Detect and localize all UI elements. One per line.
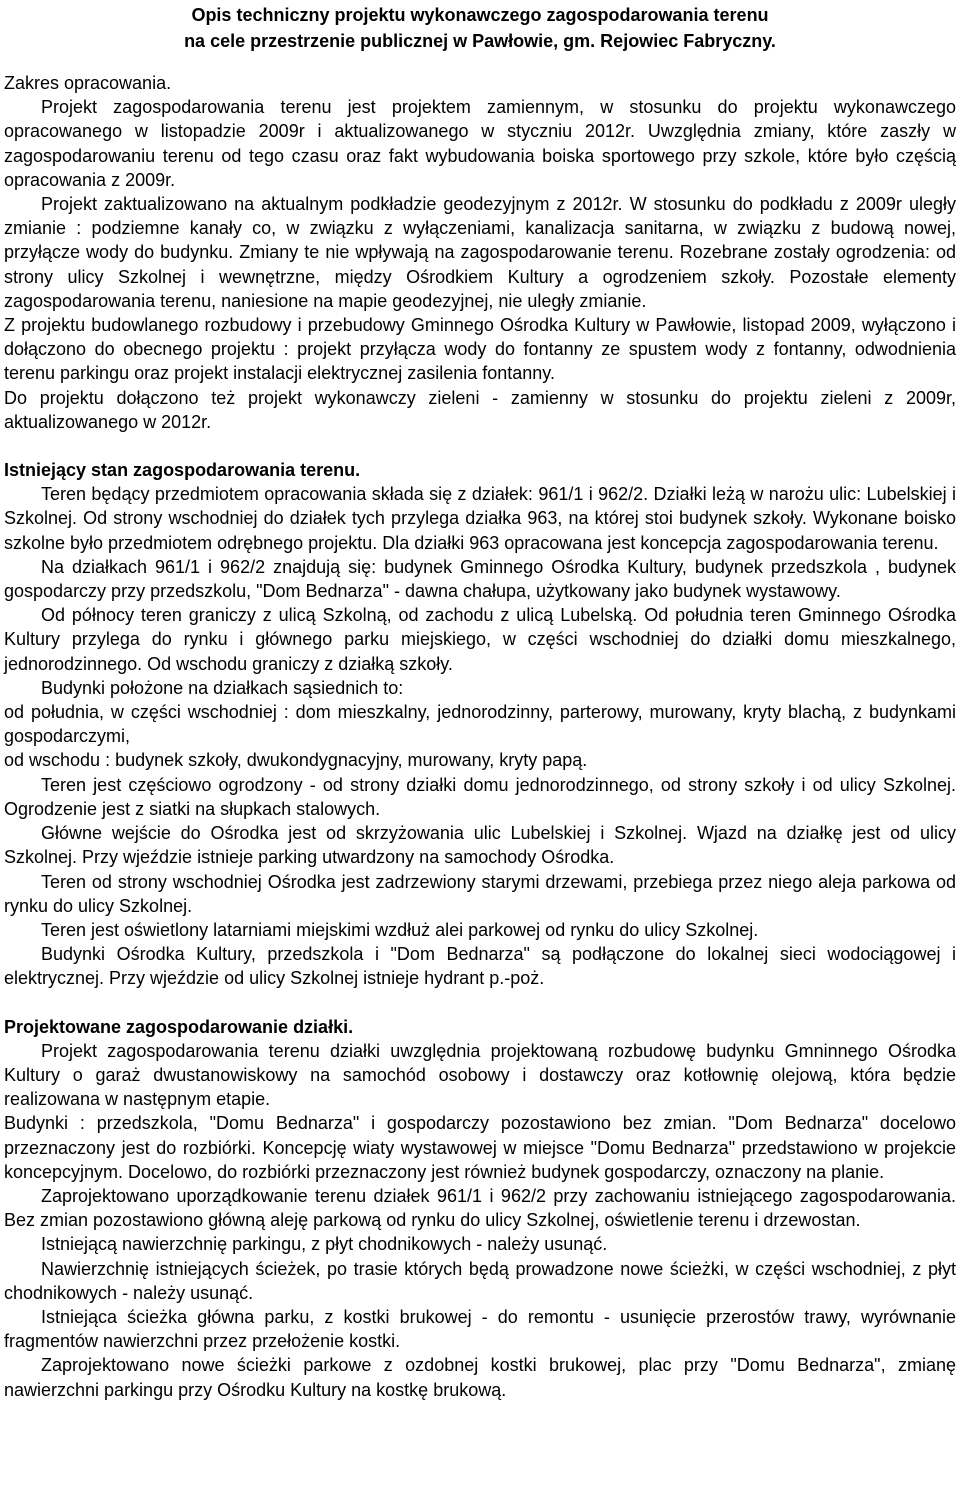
document-body xyxy=(0,71,960,1402)
existing-paragraph-9: Teren od strony wschodniej Ośrodka jest zadrzewiony starymi drzewami, przebiega przez niego aleja parkowa od rynku do ulicy Szkolnej. xyxy=(4,871,956,916)
section-scope xyxy=(4,71,956,434)
scope-paragraph-3: Z projektu budowlanego rozbudowy i przebudowy Gminnego Ośrodka Kultury w Pawłowie, listopad 2009, wyłączono i dołączono do obecnego projektu : projekt przyłącza wody do fontanny ze spustem wody z fontanny, odwodnienia terenu parkingu oraz projekt instalacji elektrycznej zasilenia fontanny. xyxy=(4,315,956,384)
existing-paragraph-10: Teren jest oświetlony latarniami miejskimi wzdłuż alei parkowej od rynku do ulicy Szkolnej. xyxy=(41,919,759,940)
planned-paragraph-4: Istniejącą nawierzchnię parkingu, z płyt chodnikowych - należy usunąć. xyxy=(41,1234,608,1255)
section-planned-heading: Projektowane zagospodarowanie działki. xyxy=(4,1016,354,1037)
section-scope-heading: Zakres opracowania. xyxy=(4,73,172,93)
section-planned xyxy=(4,1015,956,1402)
existing-paragraph-7: Teren jest częściowo ogrodzony - od strony działki domu jednorodzinnego, od strony szkoły i od ulicy Szkolnej. Ogrodzenie jest z siatki na słupkach stalowych. xyxy=(4,774,956,819)
planned-paragraph-7: Zaprojektowano nowe ścieżki parkowe z ozdobnej kostki brukowej, plac przy "Domu Bednarza", zmianę nawierzchni parkingu przy Ośrodku Kultury na kostkę brukową. xyxy=(4,1355,956,1400)
existing-paragraph-4: Budynki położone na działkach sąsiednich to: xyxy=(41,677,404,698)
existing-paragraph-11: Budynki Ośrodka Kultury, przedszkola i "Dom Bednarza" są podłączone do lokalnej sieci wodociągowej i elektrycznej. Przy wjeździe od ulicy Szkolnej istnieje hydrant p.-poż. xyxy=(4,944,956,989)
existing-paragraph-5: od południa, w części wschodniej : dom mieszkalny, jednorodzinny, parterowy, murowany, kryty blachą, z budynkami gospodarczymi, xyxy=(4,702,956,747)
existing-paragraph-8: Główne wejście do Ośrodka jest od skrzyżowania ulic Lubelskiej i Szkolnej. Wjazd na działkę jest od ulicy Szkolnej. Przy wjeździe istnieje parking utwardzony na samochody Ośrodka. xyxy=(4,823,956,868)
existing-paragraph-2: Na działkach 961/1 i 962/2 znajdują się: budynek Gminnego Ośrodka Kultury, budynek przedszkola , budynek gospodarczy przy przedszkolu, "Dom Bednarza" - dawna chałupa, użytkowany jako budynek wystawowy. xyxy=(4,556,956,602)
planned-paragraph-2: Budynki : przedszkola, "Domu Bednarza" i gospodarczy pozostawiono bez zmian. "Dom Bednarza" docelowo przeznaczony jest do rozbiórki. Koncepcję wiaty wystawowej w miejsce "Domu Bednarza" przedstawiono w projekcie koncepcyjnym. Docelowo, do rozbiórki przeznaczony jest również budynek gospodarczy, oznaczony na planie. xyxy=(4,1113,956,1182)
section-existing-heading: Istniejący stan zagospodarowania terenu. xyxy=(4,460,361,481)
section-existing xyxy=(4,458,956,990)
scope-paragraph-4: Do projektu dołączono też projekt wykonawczy zieleni - zamienny w stosunku do projektu zieleni z 2009r, aktualizowanego w 2012r. xyxy=(4,387,956,432)
existing-paragraph-6: od wschodu : budynek szkoły, dwukondygnacyjny, murowany, kryty papą. xyxy=(4,750,588,771)
existing-paragraph-3: Od północy teren graniczy z ulicą Szkolną, od zachodu z ulicą Lubelską. Od południa teren Gminnego Ośrodka Kultury przylega do rynku i głównego parku miejskiego, w części wschodniej do działki domu mieszkalnego, jednorodzinnego. Od wschodu graniczy z działką szkoły. xyxy=(4,605,956,674)
planned-paragraph-6: Istniejąca ścieżka główna parku, z kostki brukowej - do remontu - usunięcie przerostów trawy, wyrównanie fragmentów nawierzchni przez przełożenie kostki. xyxy=(4,1306,956,1352)
title-line-2: na cele przestrzenie publicznej w Pawłowie, gm. Rejowiec Fabryczny. xyxy=(184,31,776,51)
document-title xyxy=(0,0,960,54)
title-line-1: Opis techniczny projektu wykonawczego zagospodarowania terenu xyxy=(191,5,769,25)
existing-paragraph-1: Teren będący przedmiotem opracowania składa się z działek: 961/1 i 962/2. Działki leżą w narożu ulic: Lubelskiej i Szkolnej. Od strony wschodniej do działek tych przylega działka 963, na której stoi budynek szkoły. Wykonane boisko szkolne było przedmiotem odrębnego projektu. Dla działki 963 opracowana jest koncepcja zagospodarowania terenu. xyxy=(4,484,956,553)
planned-paragraph-1: Projekt zagospodarowania terenu działki uwzględnia projektowaną rozbudowę budynku Gmninnego Ośrodka Kultury o garaż dwustanowiskowy na samochód osobowy i dostawczy oraz kotłownię olejową, która będzie realizowana w następnym etapie. xyxy=(4,1040,956,1110)
planned-paragraph-3: Zaprojektowano uporządkowanie terenu działek 961/1 i 962/2 przy zachowaniu istniejącego zagospodarowania. Bez zmian pozostawiono główną aleję parkową od rynku do ulicy Szkolnej, oświetlenie terenu i drzewostan. xyxy=(4,1185,956,1231)
planned-paragraph-5: Nawierzchnię istniejących ścieżek, po trasie których będą prowadzone nowe ścieżki, w części wschodniej, z płyt chodnikowych - należy usunąć. xyxy=(4,1258,956,1303)
scope-paragraph-1: Projekt zagospodarowania terenu jest projektem zamiennym, w stosunku do projektu wykonawczego opracowanego w listopadzie 2009r i aktualizowanego w styczniu 2012r. Uwzględnia zmiany, które zaszły w zagospodarowaniu terenu od tego czasu oraz fakt wybudowania boiska sportowego przy szkole, które było częścią opracowania z 2009r. xyxy=(4,97,956,190)
scope-paragraph-2: Projekt zaktualizowano na aktualnym podkładzie geodezyjnym z 2012r. W stosunku do podkładu z 2009r uległy zmianie : podziemne kanały co, w związku z wyłączeniami, kanalizacja sanitarna, w związku z budową nowej, przyłącze wody do budynku. Zmiany te nie wpływają na zagospodarowanie terenu. Rozebrane zostały ogrodzenia: od strony ulicy Szkolnej i wewnętrzne, między Ośrodkiem Kultury a ogrodzeniem szkoły. Pozostałe elementy zagospodarowania terenu, naniesione na mapie geodezyjnej, nie uległy zmianie. xyxy=(4,194,956,311)
